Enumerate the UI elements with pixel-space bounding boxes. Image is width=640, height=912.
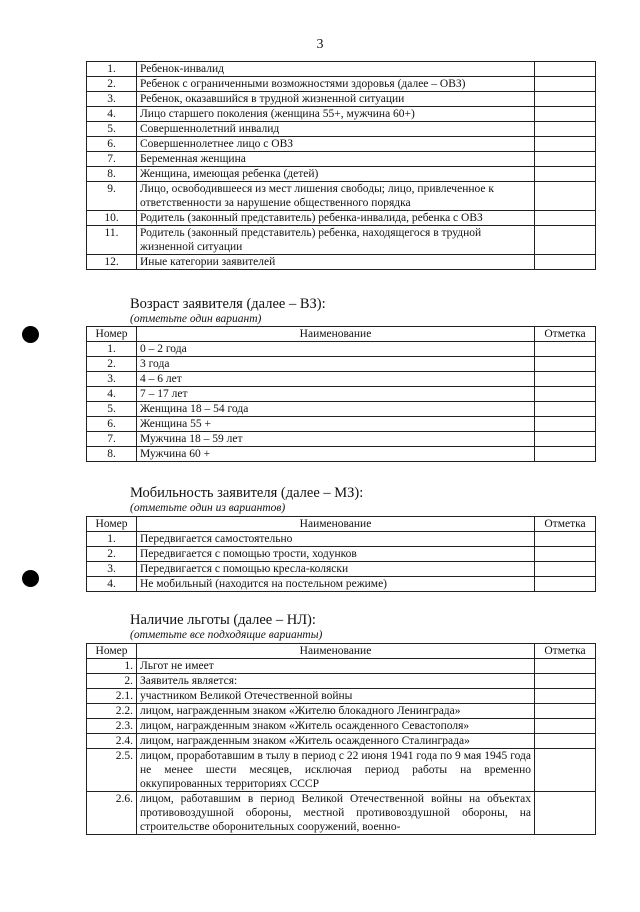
row-number: 3. bbox=[87, 562, 137, 577]
row-number: 6. bbox=[87, 137, 137, 152]
row-number: 3. bbox=[87, 92, 137, 107]
row-number: 4. bbox=[87, 387, 137, 402]
row-number: 2. bbox=[87, 547, 137, 562]
row-number: 4. bbox=[87, 577, 137, 592]
row-mark-cell[interactable] bbox=[535, 577, 596, 592]
row-number: 7. bbox=[87, 152, 137, 167]
row-mark-cell[interactable] bbox=[535, 532, 596, 547]
table-row bbox=[87, 167, 596, 182]
row-name: Совершеннолетний инвалид bbox=[137, 122, 535, 137]
age-section-title: Возраст заявителя (далее – ВЗ): bbox=[130, 296, 326, 312]
row-name: Лицо старшего поколения (женщина 55+, мужчина 60+) bbox=[137, 107, 535, 122]
table-row bbox=[87, 792, 596, 835]
row-number: 8. bbox=[87, 447, 137, 462]
mobility-table-body bbox=[87, 532, 596, 592]
row-name: Ребенок с ограниченными возможностями здоровья (далее – ОВЗ) bbox=[137, 77, 535, 92]
row-mark-cell[interactable] bbox=[535, 792, 596, 835]
benefits-section-title: Наличие льготы (далее – НЛ): bbox=[130, 612, 316, 628]
table-row bbox=[87, 659, 596, 674]
table-row bbox=[87, 342, 596, 357]
row-mark-cell[interactable] bbox=[535, 211, 596, 226]
header-number: Номер bbox=[87, 517, 137, 532]
header-number: Номер bbox=[87, 644, 137, 659]
row-name: 7 – 17 лет bbox=[137, 387, 535, 402]
categories-table bbox=[86, 61, 596, 270]
row-mark-cell[interactable] bbox=[535, 357, 596, 372]
row-mark-cell[interactable] bbox=[535, 689, 596, 704]
row-number: 1. bbox=[87, 532, 137, 547]
row-mark-cell[interactable] bbox=[535, 226, 596, 255]
row-number: 2. bbox=[87, 674, 137, 689]
row-number: 10. bbox=[87, 211, 137, 226]
row-number: 2.6. bbox=[87, 792, 137, 835]
table-row bbox=[87, 674, 596, 689]
row-mark-cell[interactable] bbox=[535, 432, 596, 447]
table-row bbox=[87, 255, 596, 270]
row-name: 0 – 2 года bbox=[137, 342, 535, 357]
row-number: 2.5. bbox=[87, 749, 137, 792]
table-row bbox=[87, 547, 596, 562]
categories-table-body bbox=[87, 62, 596, 270]
table-row bbox=[87, 107, 596, 122]
table-row bbox=[87, 689, 596, 704]
row-mark-cell[interactable] bbox=[535, 659, 596, 674]
table-row bbox=[87, 562, 596, 577]
header-name: Наименование bbox=[137, 644, 535, 659]
row-name: участником Великой Отечественной войны bbox=[137, 689, 535, 704]
table-row bbox=[87, 92, 596, 107]
row-mark-cell[interactable] bbox=[535, 402, 596, 417]
row-mark-cell[interactable] bbox=[535, 122, 596, 137]
row-name: Мужчина 60 + bbox=[137, 447, 535, 462]
mobility-table bbox=[86, 516, 596, 592]
row-mark-cell[interactable] bbox=[535, 137, 596, 152]
row-number: 2. bbox=[87, 357, 137, 372]
benefits-section-note: (отметьте все подходящие варианты) bbox=[130, 629, 323, 641]
row-name: Совершеннолетнее лицо с ОВЗ bbox=[137, 137, 535, 152]
row-number: 7. bbox=[87, 432, 137, 447]
row-mark-cell[interactable] bbox=[535, 372, 596, 387]
header-name: Наименование bbox=[137, 517, 535, 532]
row-name: Ребенок, оказавшийся в трудной жизненной ситуации bbox=[137, 92, 535, 107]
row-number: 1. bbox=[87, 62, 137, 77]
row-mark-cell[interactable] bbox=[535, 447, 596, 462]
table-header-row bbox=[87, 327, 596, 342]
row-mark-cell[interactable] bbox=[535, 387, 596, 402]
row-name: Иные категории заявителей bbox=[137, 255, 535, 270]
row-mark-cell[interactable] bbox=[535, 92, 596, 107]
row-name: Заявитель является: bbox=[137, 674, 535, 689]
table-row bbox=[87, 402, 596, 417]
row-name: 3 года bbox=[137, 357, 535, 372]
mobility-section-note: (отметьте один из вариантов) bbox=[130, 502, 286, 514]
table-row bbox=[87, 226, 596, 255]
age-section-note: (отметьте один вариант) bbox=[130, 313, 262, 325]
table-row bbox=[87, 372, 596, 387]
row-name: Беременная женщина bbox=[137, 152, 535, 167]
row-name: Женщина 55 + bbox=[137, 417, 535, 432]
row-mark-cell[interactable] bbox=[535, 562, 596, 577]
header-number: Номер bbox=[87, 327, 137, 342]
row-name: Мужчина 18 – 59 лет bbox=[137, 432, 535, 447]
row-name: Родитель (законный представитель) ребенка, находящегося в трудной жизненной ситуации bbox=[137, 226, 535, 255]
row-name: Лицо, освободившееся из мест лишения свободы; лицо, привлеченное к ответственности за нарушение общественного порядка bbox=[137, 182, 535, 211]
table-row bbox=[87, 77, 596, 92]
row-mark-cell[interactable] bbox=[535, 77, 596, 92]
table-row bbox=[87, 387, 596, 402]
header-mark: Отметка bbox=[535, 327, 596, 342]
row-number: 2.4. bbox=[87, 734, 137, 749]
row-name: Передвигается с помощью трости, ходунков bbox=[137, 547, 535, 562]
table-row bbox=[87, 137, 596, 152]
row-name: лицом, награжденным знаком «Житель осажденного Сталинграда» bbox=[137, 734, 535, 749]
row-number: 8. bbox=[87, 167, 137, 182]
row-name: Родитель (законный представитель) ребенка-инвалида, ребенка с ОВЗ bbox=[137, 211, 535, 226]
table-row bbox=[87, 532, 596, 547]
age-table bbox=[86, 326, 596, 462]
table-header-row bbox=[87, 517, 596, 532]
row-mark-cell[interactable] bbox=[535, 152, 596, 167]
row-name: лицом, награжденным знаком «Жителю блокадного Ленинграда» bbox=[137, 704, 535, 719]
row-mark-cell[interactable] bbox=[535, 255, 596, 270]
table-row bbox=[87, 749, 596, 792]
table-row bbox=[87, 152, 596, 167]
benefits-table bbox=[86, 643, 596, 835]
table-row bbox=[87, 211, 596, 226]
row-number: 9. bbox=[87, 182, 137, 211]
row-number: 3. bbox=[87, 372, 137, 387]
row-mark-cell[interactable] bbox=[535, 734, 596, 749]
row-mark-cell[interactable] bbox=[535, 719, 596, 734]
row-name: Не мобильный (находится на постельном режиме) bbox=[137, 577, 535, 592]
row-name: Женщина, имеющая ребенка (детей) bbox=[137, 167, 535, 182]
row-number: 11. bbox=[87, 226, 137, 255]
row-name: Передвигается с помощью кресла-коляски bbox=[137, 562, 535, 577]
row-mark-cell[interactable] bbox=[535, 674, 596, 689]
row-mark-cell[interactable] bbox=[535, 107, 596, 122]
table-row bbox=[87, 577, 596, 592]
table-row bbox=[87, 182, 596, 211]
row-mark-cell[interactable] bbox=[535, 62, 596, 77]
row-number: 2. bbox=[87, 77, 137, 92]
row-number: 4. bbox=[87, 107, 137, 122]
row-number: 1. bbox=[87, 659, 137, 674]
age-table-body bbox=[87, 342, 596, 462]
row-number: 5. bbox=[87, 122, 137, 137]
row-name: лицом, награжденным знаком «Житель осажденного Севастополя» bbox=[137, 719, 535, 734]
table-header-row bbox=[87, 644, 596, 659]
table-row bbox=[87, 62, 596, 77]
row-name: лицом, работавшим в период Великой Отечественной войны на объектах противовоздушной обороны, местной противовоздушной обороны, на строительстве оборонительных сооружений, военно- bbox=[137, 792, 535, 835]
row-name: Женщина 18 – 54 года bbox=[137, 402, 535, 417]
row-number: 1. bbox=[87, 342, 137, 357]
table-row bbox=[87, 719, 596, 734]
row-mark-cell[interactable] bbox=[535, 547, 596, 562]
table-row bbox=[87, 447, 596, 462]
row-number: 2.1. bbox=[87, 689, 137, 704]
row-number: 12. bbox=[87, 255, 137, 270]
row-mark-cell[interactable] bbox=[535, 417, 596, 432]
punch-hole-top bbox=[22, 326, 39, 343]
row-mark-cell[interactable] bbox=[535, 749, 596, 792]
header-mark: Отметка bbox=[535, 644, 596, 659]
row-name: Льгот не имеет bbox=[137, 659, 535, 674]
benefits-table-body bbox=[87, 659, 596, 835]
table-row bbox=[87, 704, 596, 719]
punch-hole-bottom bbox=[22, 570, 39, 587]
row-number: 2.2. bbox=[87, 704, 137, 719]
row-number: 6. bbox=[87, 417, 137, 432]
row-name: 4 – 6 лет bbox=[137, 372, 535, 387]
table-row bbox=[87, 432, 596, 447]
row-name: Ребенок-инвалид bbox=[137, 62, 535, 77]
table-row bbox=[87, 122, 596, 137]
row-mark-cell[interactable] bbox=[535, 167, 596, 182]
row-mark-cell[interactable] bbox=[535, 342, 596, 357]
row-mark-cell[interactable] bbox=[535, 704, 596, 719]
table-row bbox=[87, 357, 596, 372]
table-row bbox=[87, 734, 596, 749]
table-row bbox=[87, 417, 596, 432]
row-name: Передвигается самостоятельно bbox=[137, 532, 535, 547]
header-name: Наименование bbox=[137, 327, 535, 342]
row-name: лицом, проработавшим в тылу в период с 22 июня 1941 года по 9 мая 1945 года не менее шести месяцев, исключая период работы на временно оккупированных территориях СССР bbox=[137, 749, 535, 792]
row-mark-cell[interactable] bbox=[535, 182, 596, 211]
page-number: 3 bbox=[316, 37, 324, 52]
mobility-section-title: Мобильность заявителя (далее – МЗ): bbox=[130, 485, 364, 501]
row-number: 5. bbox=[87, 402, 137, 417]
header-mark: Отметка bbox=[535, 517, 596, 532]
row-number: 2.3. bbox=[87, 719, 137, 734]
